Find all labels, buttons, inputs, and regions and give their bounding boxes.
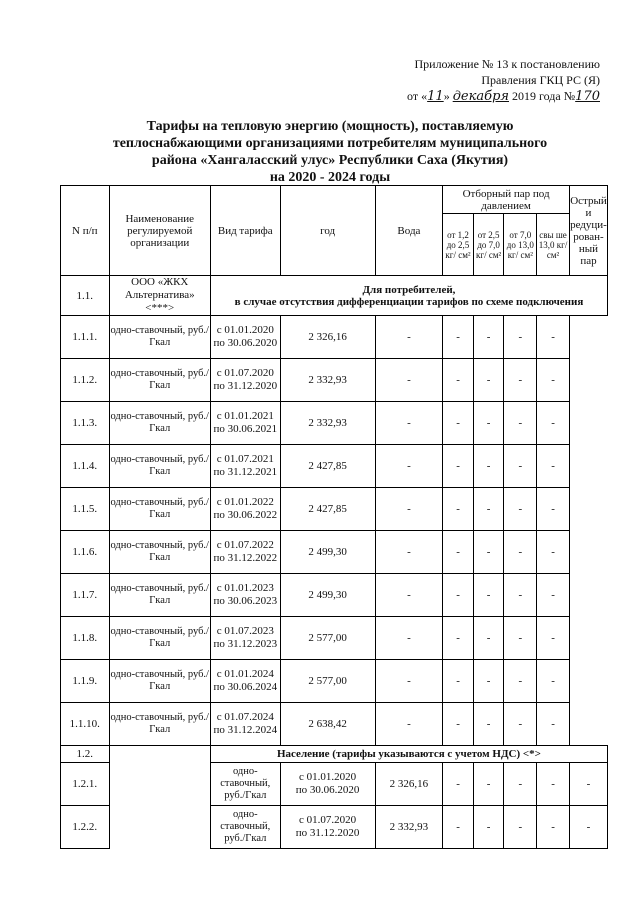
header-num: N п/п (61, 186, 110, 276)
table-row (61, 488, 608, 531)
tariff-type: одно-ставочный, руб./Гкал (109, 488, 210, 531)
period (210, 660, 280, 703)
period (210, 531, 280, 574)
empty-value: - (537, 660, 570, 703)
annex-date-line (407, 88, 600, 105)
empty-value: - (537, 531, 570, 574)
period-from: с 01.01.2020 (216, 324, 274, 336)
empty-value: - (504, 617, 537, 660)
empty-value: - (443, 445, 474, 488)
period (210, 402, 280, 445)
period-to: по 31.12.2022 (213, 552, 278, 564)
water-tariff: 2 499,30 (280, 531, 375, 574)
empty-value: - (504, 402, 537, 445)
period-to: по 30.06.2023 (213, 595, 278, 607)
period-from: с 01.07.2022 (216, 539, 274, 551)
empty-value: - (375, 488, 443, 531)
empty-value: - (375, 359, 443, 402)
period (280, 806, 375, 849)
empty-value: - (375, 617, 443, 660)
empty-value: - (473, 806, 504, 849)
period-from: с 01.07.2021 (216, 453, 274, 465)
annex-line-2: Правления ГКЦ РС (Я) (481, 73, 600, 87)
table-row (61, 763, 608, 806)
tariff-type: одно-ставочный, руб./Гкал (109, 359, 210, 402)
empty-value: - (375, 402, 443, 445)
empty-value: - (443, 763, 474, 806)
section-row-1 (61, 276, 608, 316)
empty-value: - (537, 763, 570, 806)
period-to: по 31.12.2020 (213, 380, 278, 392)
water-tariff: 2 427,85 (280, 488, 375, 531)
period-to: по 30.06.2022 (213, 509, 278, 521)
empty-value: - (504, 703, 537, 746)
period (210, 445, 280, 488)
tariff-table (60, 185, 608, 849)
table-row (61, 806, 608, 849)
empty-value: - (443, 402, 474, 445)
empty-value: - (473, 617, 504, 660)
row-num: 1.1.4. (61, 445, 110, 488)
empty-value: - (473, 531, 504, 574)
table-row (61, 445, 608, 488)
row-num: 1.1.8. (61, 617, 110, 660)
empty-value: - (375, 316, 443, 359)
empty-value: - (443, 574, 474, 617)
document-title (60, 118, 600, 186)
empty-value: - (504, 806, 537, 849)
empty-value: - (537, 445, 570, 488)
section-title-line-2: в случае отсутствия дифференциации тарифов по схеме подключения (234, 295, 584, 308)
empty-value: - (537, 574, 570, 617)
empty-value: - (443, 531, 474, 574)
empty-value: - (504, 660, 537, 703)
table-row (61, 316, 608, 359)
org-cell-empty (109, 763, 210, 806)
row-num: 1.2.2. (61, 806, 110, 849)
period-from: с 01.01.2021 (216, 410, 274, 422)
row-num: 1.2.1. (61, 763, 110, 806)
period (210, 574, 280, 617)
header-pressure-4: свы ше 13,0 кг/ см² (537, 214, 570, 276)
header-pressure-3: от 7,0 до 13,0 кг/ см² (504, 214, 537, 276)
empty-value: - (473, 402, 504, 445)
water-tariff: 2 638,42 (280, 703, 375, 746)
empty-value: - (443, 617, 474, 660)
period-from: с 01.07.2023 (216, 625, 274, 637)
water-tariff: 2 326,16 (280, 316, 375, 359)
period (280, 763, 375, 806)
empty-value: - (537, 703, 570, 746)
water-tariff: 2 577,00 (280, 660, 375, 703)
empty-value: - (504, 574, 537, 617)
period (210, 359, 280, 402)
empty-value: - (473, 316, 504, 359)
tariff-type: одно-ставочный, руб./Гкал (109, 703, 210, 746)
empty-value: - (375, 703, 443, 746)
period-to: по 30.06.2024 (213, 681, 278, 693)
annex-date-mid: » (443, 89, 453, 103)
water-tariff: 2 427,85 (280, 445, 375, 488)
empty-value: - (375, 531, 443, 574)
period-to: по 30.06.2021 (213, 423, 278, 435)
table-row (61, 531, 608, 574)
row-num: 1.1.9. (61, 660, 110, 703)
empty-value: - (504, 359, 537, 402)
section-title: Население (тарифы указываются с учетом НДС) <*> (210, 746, 607, 763)
annex-month: декабря (452, 89, 509, 104)
row-num: 1.1.1. (61, 316, 110, 359)
empty-value: - (473, 488, 504, 531)
table-row (61, 402, 608, 445)
water-tariff: 2 577,00 (280, 617, 375, 660)
empty-value: - (537, 617, 570, 660)
empty-value: - (443, 359, 474, 402)
empty-value: - (504, 316, 537, 359)
row-num: 1.1.6. (61, 531, 110, 574)
empty-value: - (537, 488, 570, 531)
header-pressure-2: от 2,5 до 7,0 кг/ см² (473, 214, 504, 276)
period-from: с 01.07.2020 (299, 814, 357, 826)
empty-value: - (504, 488, 537, 531)
row-num: 1.1.3. (61, 402, 110, 445)
annex-year: 2019 года № (509, 89, 576, 103)
section-num: 1.1. (61, 276, 110, 316)
empty-value: - (537, 806, 570, 849)
empty-value: - (443, 316, 474, 359)
title-line-3: района «Хангаласский улус» Республики Саха (Якутия) (151, 153, 509, 168)
empty-value: - (537, 316, 570, 359)
table-row (61, 617, 608, 660)
empty-value: - (473, 703, 504, 746)
empty-value: - (375, 445, 443, 488)
header-pressure-1: от 1,2 до 2,5 кг/ см² (443, 214, 474, 276)
section-title-line-1: Для потребителей, (362, 283, 456, 296)
period-to: по 30.06.2020 (213, 337, 278, 349)
empty-value: - (473, 660, 504, 703)
water-tariff: 2 326,16 (375, 763, 443, 806)
section-row-2 (61, 746, 608, 763)
tariff-type: одно-ставочный, руб./Гкал (210, 763, 280, 806)
empty-value: - (569, 806, 607, 849)
annex-number: 170 (575, 89, 600, 104)
water-tariff: 2 332,93 (280, 402, 375, 445)
title-line-2: теплоснабжающими организациями потребителям муниципального (112, 136, 548, 151)
period (210, 703, 280, 746)
period-to: по 31.12.2024 (213, 724, 278, 736)
water-tariff: 2 499,30 (280, 574, 375, 617)
annex-note (407, 56, 600, 105)
tariff-type: одно-ставочный, руб./Гкал (109, 660, 210, 703)
row-num: 1.1.5. (61, 488, 110, 531)
header-sharp-steam: Острый и редуци-рован-ный пар (569, 186, 607, 276)
period-to: по 31.12.2021 (213, 466, 278, 478)
tariff-type: одно-ставочный, руб./Гкал (210, 806, 280, 849)
row-num: 1.1.7. (61, 574, 110, 617)
period-to: по 30.06.2020 (295, 784, 360, 796)
period (210, 488, 280, 531)
empty-value: - (443, 488, 474, 531)
empty-value: - (537, 359, 570, 402)
tariff-type: одно-ставочный, руб./Гкал (109, 316, 210, 359)
section-num: 1.2. (61, 746, 110, 763)
empty-value: - (473, 359, 504, 402)
period-from: с 01.01.2020 (299, 771, 357, 783)
empty-value: - (443, 806, 474, 849)
header-steam: Отборный пар под давлением (443, 186, 570, 214)
tariff-type: одно-ставочный, руб./Гкал (109, 402, 210, 445)
period-to: по 31.12.2020 (295, 827, 360, 839)
empty-value: - (569, 763, 607, 806)
header-org: Наименование регулируемой организации (109, 186, 210, 276)
table-row (61, 574, 608, 617)
row-num: 1.1.10. (61, 703, 110, 746)
period (210, 316, 280, 359)
period-from: с 01.01.2024 (216, 668, 274, 680)
row-num: 1.1.2. (61, 359, 110, 402)
period-to: по 31.12.2023 (213, 638, 278, 650)
table-row (61, 359, 608, 402)
tariff-type: одно-ставочный, руб./Гкал (109, 531, 210, 574)
empty-value: - (504, 763, 537, 806)
period-from: с 01.01.2022 (216, 496, 274, 508)
table-row (61, 660, 608, 703)
annex-line-1: Приложение № 13 к постановлению (414, 57, 600, 71)
empty-value: - (473, 445, 504, 488)
period-from: с 01.01.2023 (216, 582, 274, 594)
section-title (210, 276, 607, 316)
empty-value: - (504, 531, 537, 574)
empty-value: - (375, 660, 443, 703)
water-tariff: 2 332,93 (280, 359, 375, 402)
empty-value: - (473, 763, 504, 806)
period-from: с 01.07.2024 (216, 711, 274, 723)
title-line-4: на 2020 - 2024 годы (269, 170, 391, 185)
annex-date-prefix: от « (407, 89, 428, 103)
water-tariff: 2 332,93 (375, 806, 443, 849)
header-water: Вода (375, 186, 443, 276)
table-row (61, 703, 608, 746)
empty-value: - (537, 402, 570, 445)
period (210, 617, 280, 660)
organization-name: ООО «ЖКХ Альтернатива» <***> (109, 276, 210, 316)
empty-value: - (443, 660, 474, 703)
org-cell-empty (109, 806, 210, 849)
tariff-type: одно-ставочный, руб./Гкал (109, 617, 210, 660)
empty-value: - (504, 445, 537, 488)
period-from: с 01.07.2020 (216, 367, 274, 379)
annex-day: 11 (427, 89, 444, 104)
header-type: Вид тарифа (210, 186, 280, 276)
empty-value: - (375, 574, 443, 617)
tariff-type: одно-ставочный, руб./Гкал (109, 574, 210, 617)
empty-value: - (443, 703, 474, 746)
empty-value: - (473, 574, 504, 617)
header-year: год (280, 186, 375, 276)
title-line-1: Тарифы на тепловую энергию (мощность), поставляемую (146, 119, 514, 134)
tariff-type: одно-ставочный, руб./Гкал (109, 445, 210, 488)
